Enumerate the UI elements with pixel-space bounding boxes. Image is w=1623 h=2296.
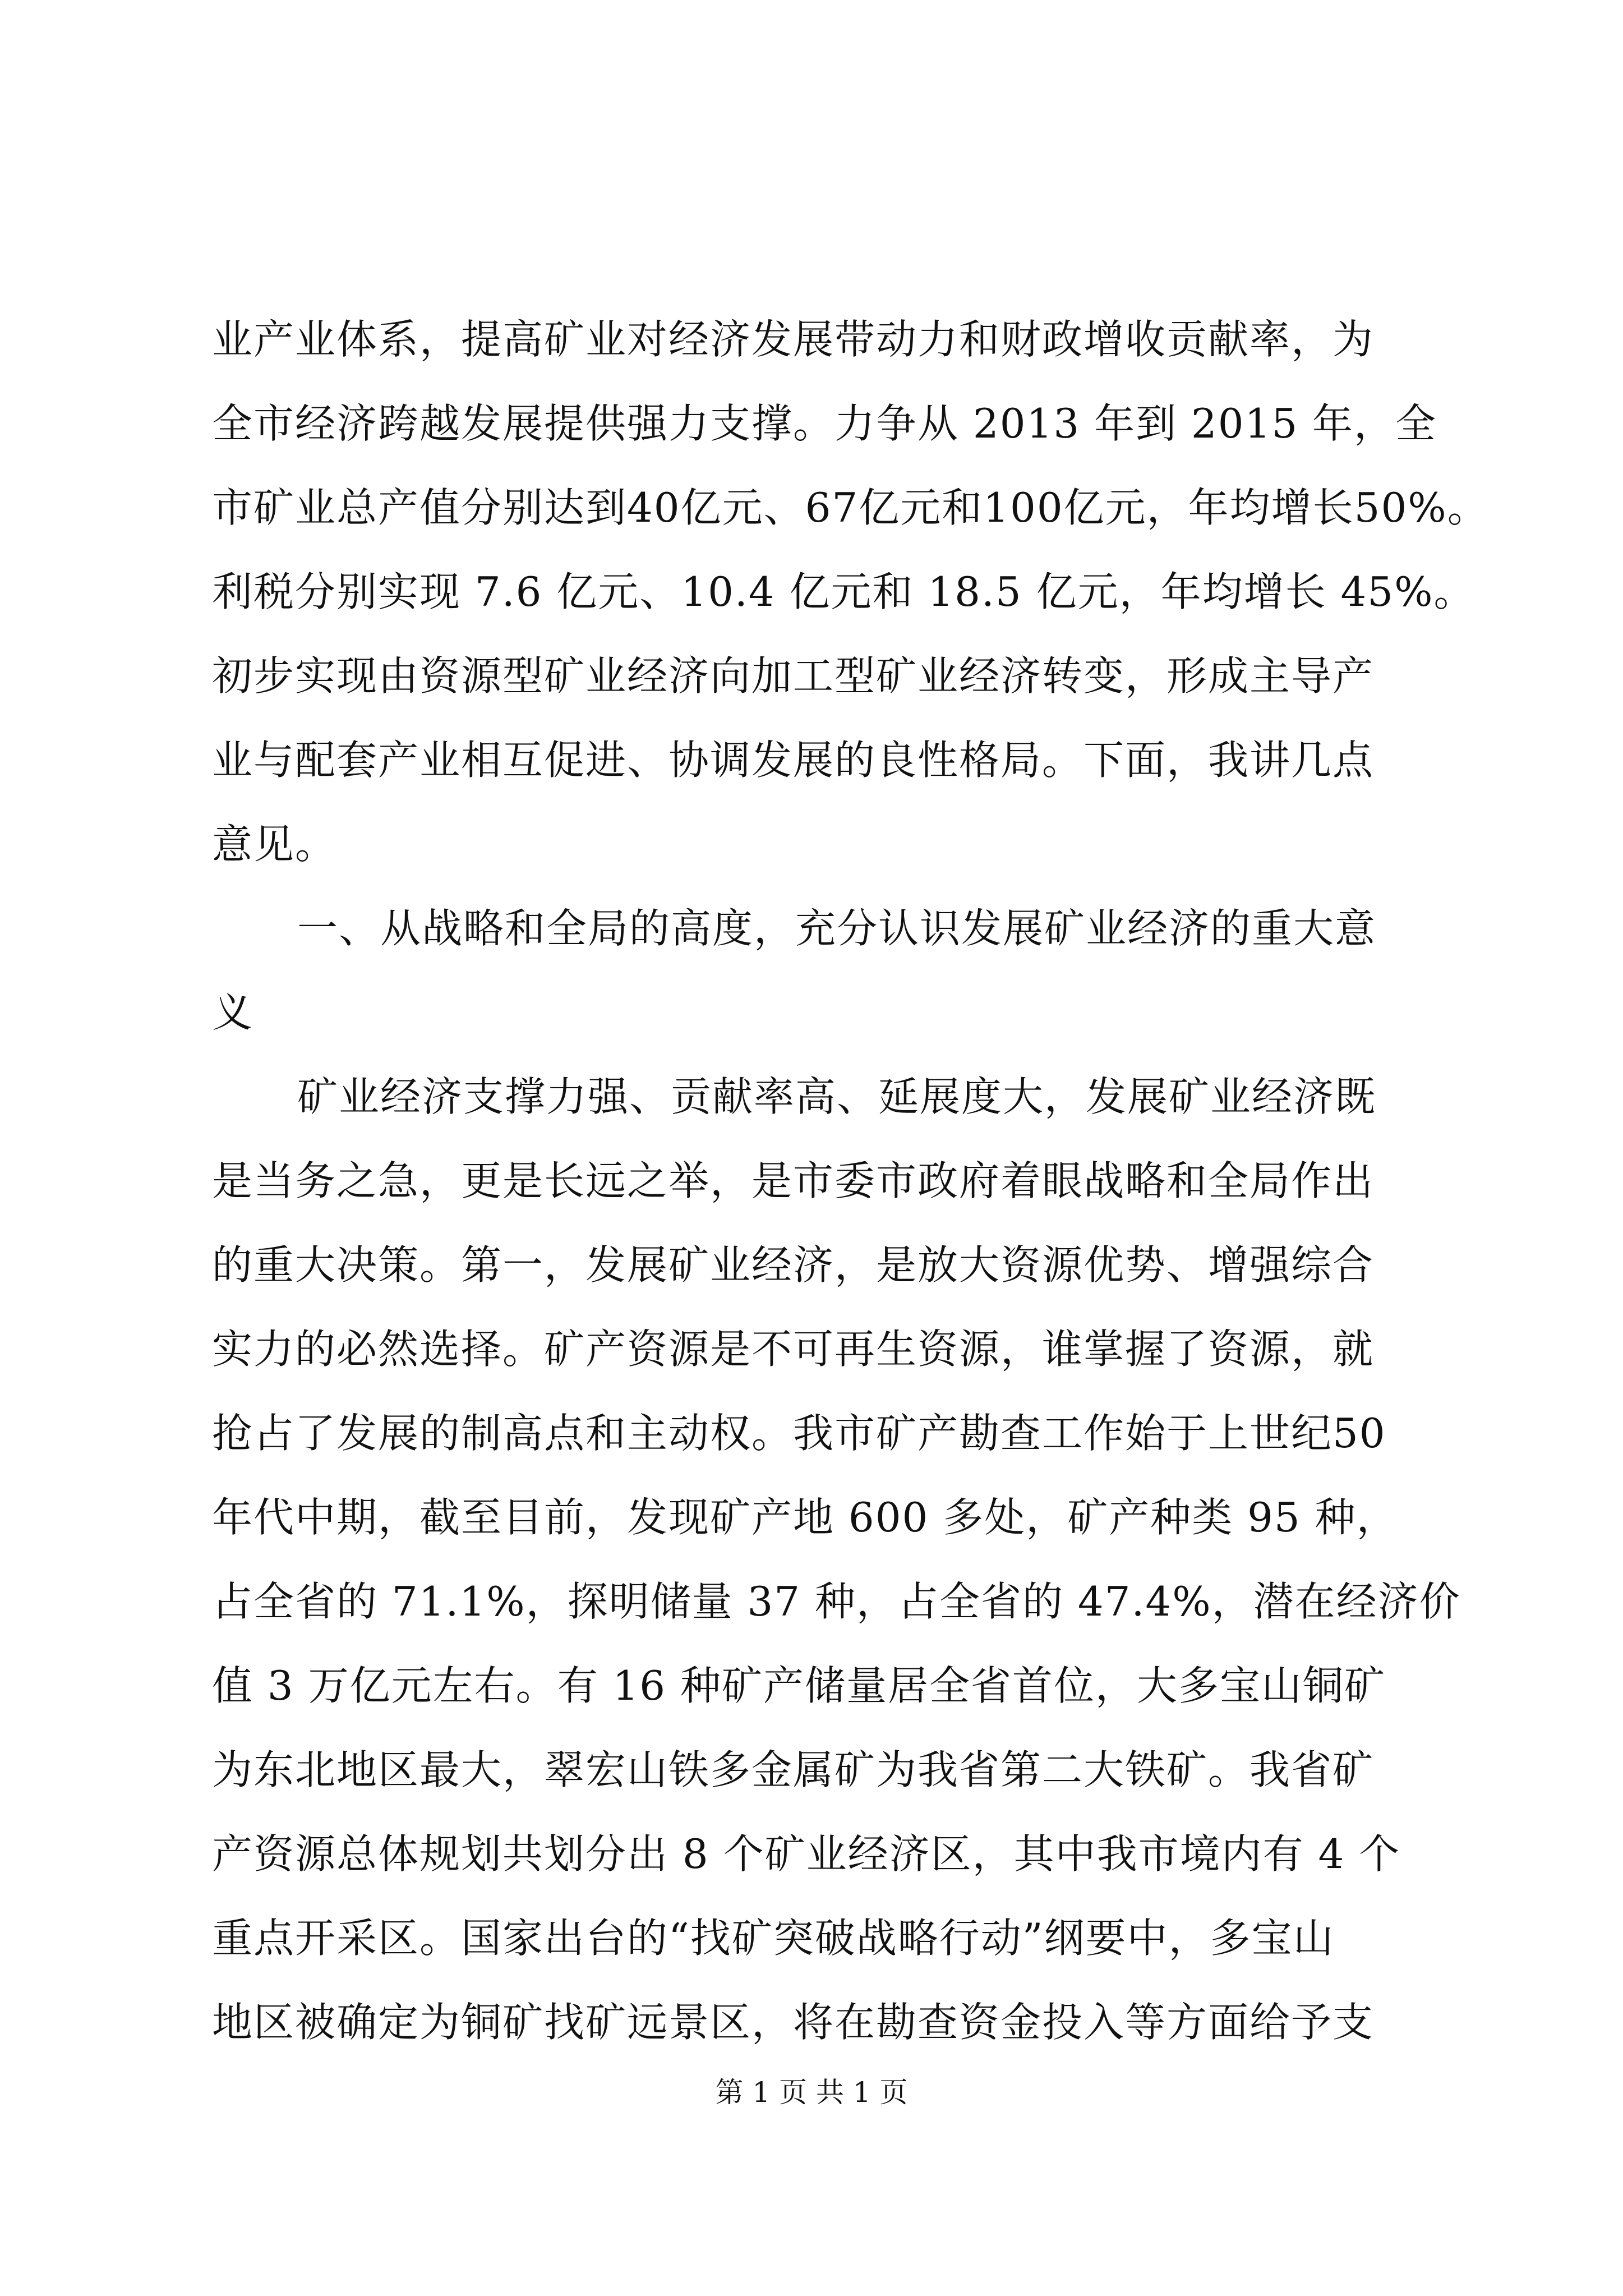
text-line: 初步实现由资源型矿业经济向加工型矿业经济转变，形成主导产	[212, 652, 1375, 700]
text-line: 地区被确定为铜矿找矿远景区，将在勘查资金投入等方面给予支	[212, 1999, 1375, 2046]
text-line: 抢占了发展的制高点和主动权。我市矿产勘查工作始于上世纪50	[212, 1410, 1386, 1457]
text-line: 的重大决策。第一，发展矿业经济，是放大资源优势、增强综合	[212, 1241, 1375, 1289]
text-line: 市矿业总产值分别达到40亿元、67亿元和100亿元，年均增长50%。	[212, 484, 1489, 531]
paragraph-start: 矿业经济支撑力强、贡献率高、延展度大，发展矿业经济既	[297, 1073, 1377, 1120]
text-line: 占全省的 71.1%，探明储量 37 种，占全省的 47.4%，潜在经济价	[212, 1578, 1461, 1625]
text-line: 意见。	[212, 821, 337, 868]
text-line: 是当务之急，更是长远之举，是市委市政府着眼战略和全局作出	[212, 1157, 1375, 1204]
text-line: 全市经济跨越发展提供强力支撑。力争从 2013 年到 2015 年，全	[212, 400, 1437, 447]
text-line: 重点开采区。国家出台的“找矿突破战略行动”纲要中，多宝山	[212, 1915, 1335, 1962]
text-line: 利税分别实现 7.6 亿元、10.4 亿元和 18.5 亿元，年均增长 45%。	[212, 568, 1476, 615]
page-footer: 第 1 页 共 1 页	[715, 2076, 908, 2109]
text-line: 年代中期，截至目前，发现矿产地 600 多处，矿产种类 95 种，	[212, 1494, 1398, 1541]
text-line: 业与配套产业相互促进、协调发展的良性格局。下面，我讲几点	[212, 737, 1375, 784]
text-line: 实力的必然选择。矿产资源是不可再生资源，谁掌握了资源，就	[212, 1326, 1375, 1373]
text-line: 值 3 万亿元左右。有 16 种矿产储量居全省首位，大多宝山铜矿	[212, 1662, 1386, 1709]
text-line: 产资源总体规划共划分出 8 个矿业经济区，其中我市境内有 4 个	[212, 1830, 1401, 1878]
section-heading: 一、从战略和全局的高度，充分认识发展矿业经济的重大意	[297, 905, 1377, 952]
section-heading-continued: 义	[212, 989, 254, 1036]
text-line: 业产业体系，提高矿业对经济发展带动力和财政增收贡献率，为	[212, 316, 1375, 363]
text-line: 为东北地区最大，翠宏山铁多金属矿为我省第二大铁矿。我省矿	[212, 1746, 1375, 1793]
